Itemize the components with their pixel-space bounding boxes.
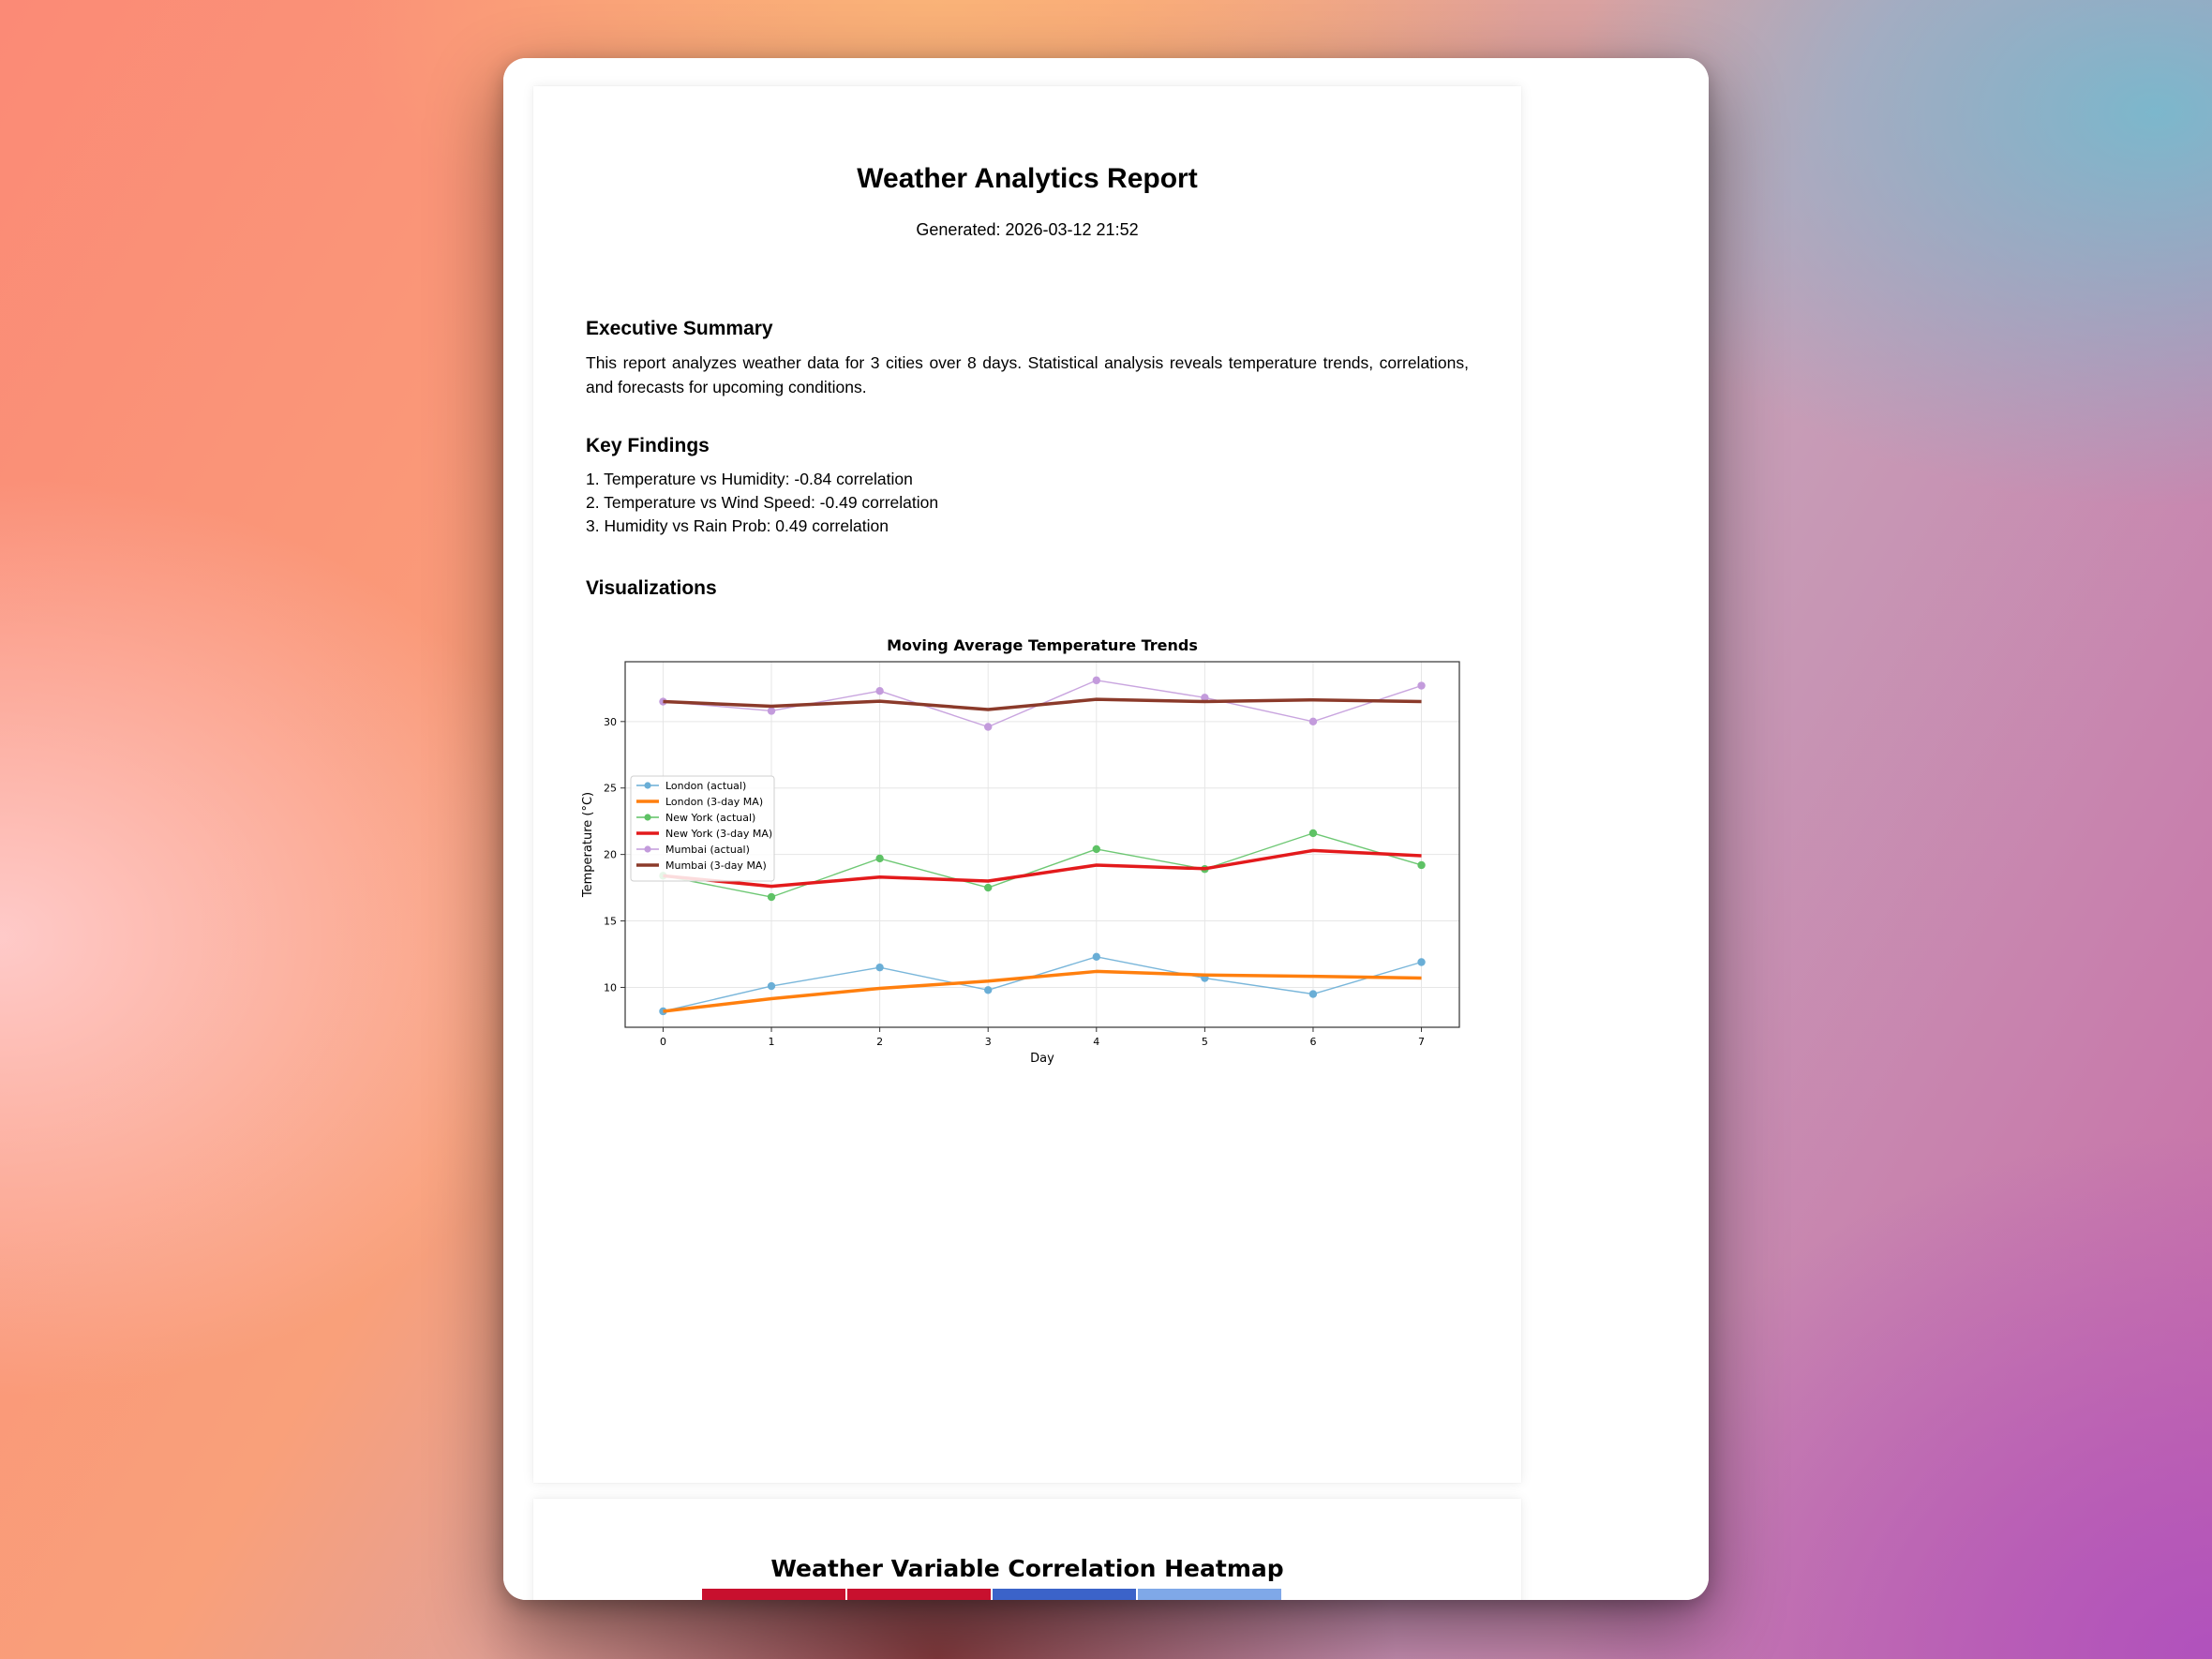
finding-item: 3. Humidity vs Rain Prob: 0.49 correlation [586,516,889,535]
legend-entry-label: New York (3-day MA) [665,828,773,840]
data-point [1093,953,1100,961]
y-axis-label: Temperature (°C) [581,791,595,898]
chart-title: Moving Average Temperature Trends [887,636,1198,654]
x-tick-label: 1 [768,1036,775,1048]
pdf-viewer-window [503,58,1709,1600]
heatmap-cell [1138,1589,1281,1600]
legend-swatch-marker [644,814,650,820]
heatmap-cell [993,1589,1136,1600]
executive-summary-heading: Executive Summary [586,318,773,339]
series-line-ma [663,971,1421,1011]
data-point [1309,718,1317,725]
data-point [1417,958,1425,965]
report-page-1 [533,86,1521,1483]
x-tick-label: 3 [984,1036,992,1048]
report-title: Weather Analytics Report [857,163,1198,194]
finding-item: 1. Temperature vs Humidity: -0.84 correlation [586,470,913,488]
data-point [1309,990,1317,997]
trend-chart-svg [580,628,1471,1078]
series-line-ma [663,699,1421,710]
data-point [768,982,775,990]
generated-timestamp: Generated: 2026-03-12 21:52 [916,220,1139,239]
legend-entry-label: Mumbai (3-day MA) [665,859,767,872]
data-point [1309,830,1317,837]
data-point [984,884,992,891]
document-scroll-area[interactable] [503,58,1709,1600]
data-point [1093,845,1100,853]
legend-entry-label: London (3-day MA) [665,796,764,808]
x-tick-label: 4 [1093,1036,1100,1048]
heatmap-cell [702,1589,845,1600]
data-point [768,893,775,901]
x-axis-label: Day [1030,1052,1054,1066]
finding-item: 2. Temperature vs Wind Speed: -0.49 correlation [586,493,939,512]
data-point [875,964,883,971]
key-findings-list [586,468,938,538]
series-line-actual [663,957,1421,1011]
report-page-2 [533,1499,1521,1600]
data-point [984,723,992,730]
y-tick-label: 25 [604,782,617,795]
x-tick-label: 0 [659,1036,666,1048]
y-tick-label: 30 [604,715,617,728]
data-point [768,707,775,714]
legend-entry-label: London (actual) [665,780,747,792]
y-tick-label: 20 [604,848,617,861]
x-tick-label: 2 [876,1036,884,1048]
heatmap-title: Weather Variable Correlation Heatmap [770,1555,1284,1582]
data-point [1417,681,1425,689]
data-point [875,855,883,862]
y-tick-label: 10 [604,981,617,994]
y-tick-label: 15 [604,915,617,928]
visualizations-heading: Visualizations [586,577,717,599]
legend-entry-label: New York (actual) [665,812,756,824]
legend-entry-label: Mumbai (actual) [665,844,750,856]
temperature-trend-chart [580,628,1471,1078]
heatmap-cell [847,1589,991,1600]
legend-swatch-marker [644,782,650,788]
executive-summary-text: This report analyzes weather data for 3 cities over 8 days. Statistical analysis reveals temperature trends, correlations, and forecasts for upcoming conditions. [586,353,1469,396]
x-tick-label: 7 [1418,1036,1426,1048]
legend-swatch-marker [644,845,650,852]
data-point [1417,861,1425,869]
data-point [1093,677,1100,684]
data-point [875,687,883,695]
data-point [984,986,992,994]
x-tick-label: 6 [1309,1036,1317,1048]
x-tick-label: 5 [1201,1036,1208,1048]
key-findings-heading: Key Findings [586,435,710,456]
